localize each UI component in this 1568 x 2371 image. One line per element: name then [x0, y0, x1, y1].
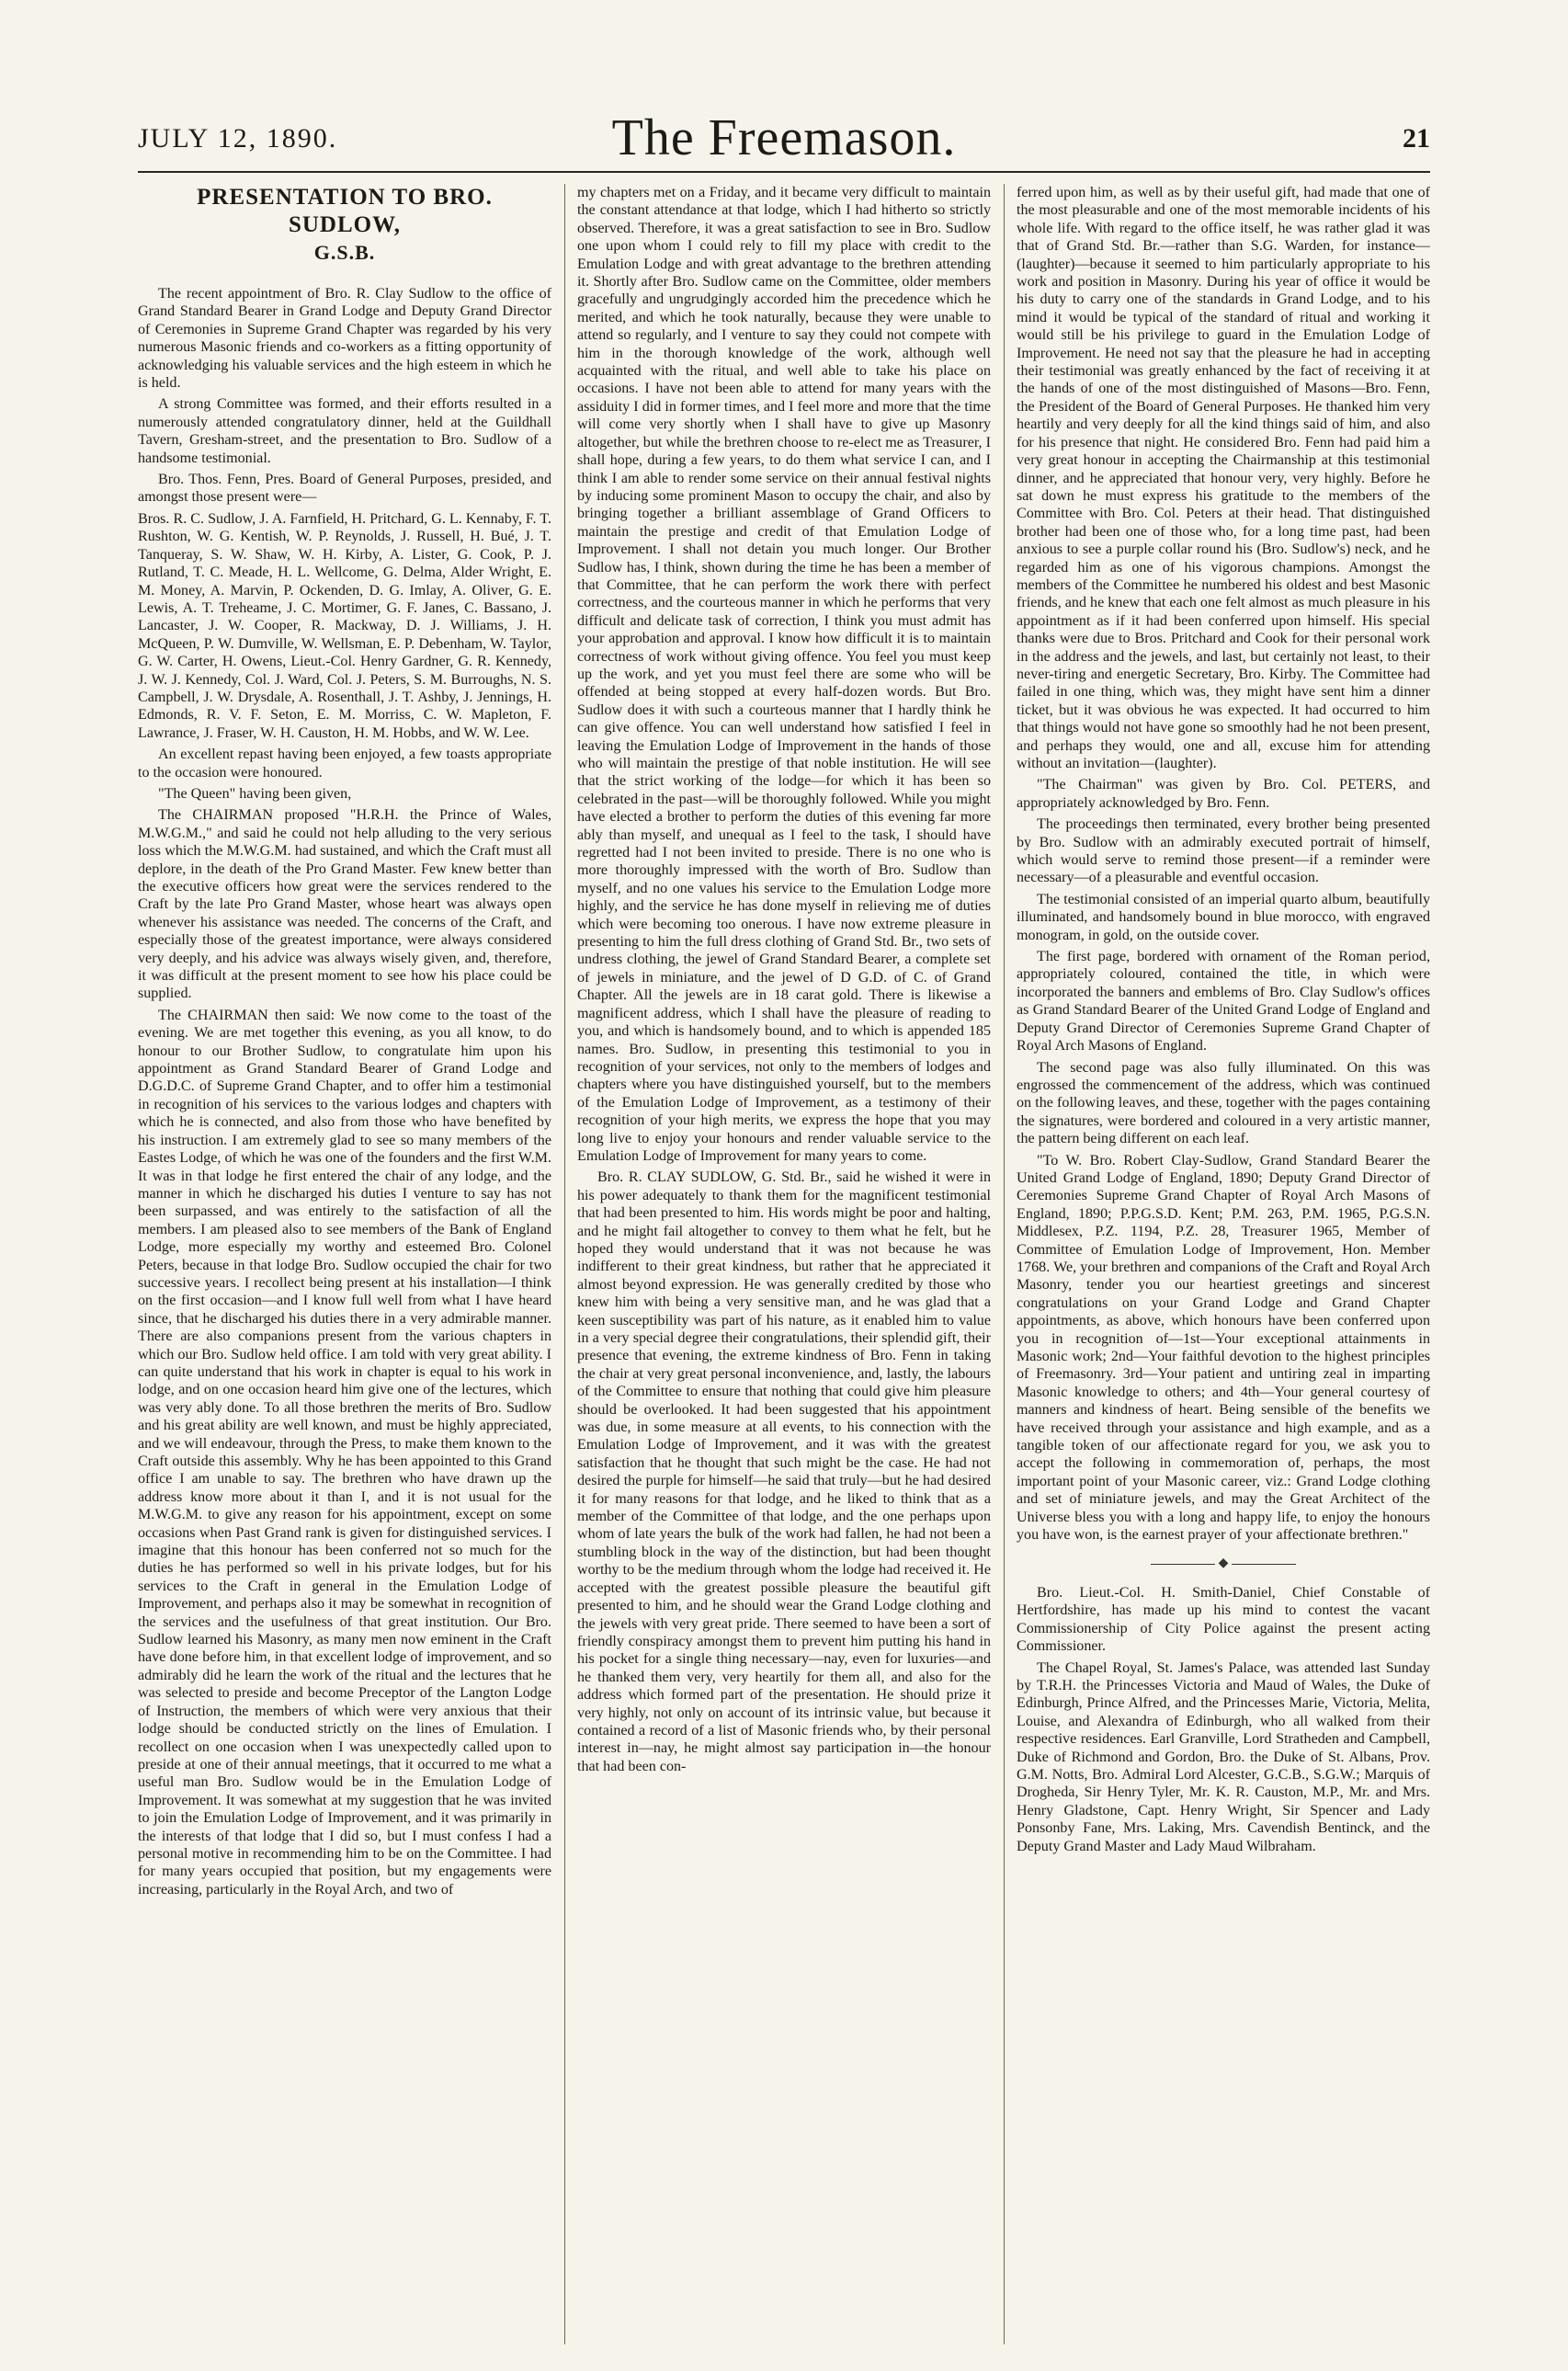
- paragraph: The CHAIRMAN proposed "H.R.H. the Prince of Wales, M.W.G.M.," and said he could not help alluding to the very serious loss which the M.W.G.M. had sustained, and which the Craft must all deplore, in the death of the Pro Grand Master. Few knew better than the executive officers how great were the services rendered to the Craft by the late Pro Grand Master, whose heart was always open whenever his assistance was needed. The concerns of the Craft, and especially those of the greatest importance, were always considered very deeply, and his advice was always wisely given, and, therefore, it was difficult at the present moment to see how his place could be supplied.: [138, 807, 551, 1002]
- column-2: [577, 184, 991, 2344]
- paragraph: Bro. Thos. Fenn, Pres. Board of General Purposes, presided, and amongst those present were—: [138, 472, 551, 506]
- attendee-list: Bros. R. C. Sudlow, J. A. Farnfield, H. Pritchard, G. L. Kennaby, F. T. Rushton, W. G. Kentish, W. P. Reynolds, J. Russell, H. Bué, J. T. Tanqueray, S. W. Shaw, W. H. Kirby, A. Lister, G. Cook, P. J. Rutland, T. C. Meade, H. L. Wellcome, G. Delma, Alder Wright, E. M. Money, A. Marvin, P. Ockenden, D. G. Imlay, A. Oliver, G. E. Lewis, A. T. Treheame, J. C. Mortimer, G. F. Janes, C. Bassano, J. Lancaster, J. W. Cooper, R. Mackway, D. J. Williams, J. H. McQueen, P. W. Dumville, W. Wellsman, E. P. Debenham, W. Taylor, G. W. Carter, H. Owens, Lieut.-Col. Henry Gardner, G. R. Kennedy, J. W. J. Kennedy, Col. J. Ward, Col. J. Peters, S. M. Burroughs, N. S. Campbell, J. W. Drysdale, A. Rosenthall, J. T. Ashby, J. Jennings, H. Edmonds, R. V. F. Seton, E. M. Morriss, C. W. Mapleton, F. Lawrance, J. Fraser, W. H. Causton, H. M. Hobbs, and W. W. Lee.: [138, 510, 551, 741]
- paragraph: The CHAIRMAN then said: We now come to the toast of the evening. We are met together this evening, as you all know, to do honour to our Brother Sudlow, to congratulate him upon his appointment as Grand Standard Bearer of Grand Lodge and D.G.D.C. of Supreme Grand Chapter, and to offer him a testimonial in recognition of his services to the various lodges and chapters with which he is connected, and also from those who have benefited by his instruction. I am extremely glad to see so many members of the Eastes Lodge, of which he was one of the founders and the first W.M. It was in that lodge he first entered the chair of any lodge, and the manner in which he discharged his duties I venture to say has not been surpassed, and was entirely to the satisfaction of all the members. I am pleased also to see members of the Bank of England Lodge, more especially my worthy and esteemed Bro. Colonel Peters, because in that lodge Bro. Sudlow occupied the chair for two successive years. I recollect being present at his installation—I think on the first occasion—and I know full well from what I have heard since, that he discharged his duties there in a very admirable manner. There are also companions present from the various chapters in which our Bro. Sudlow held office. I am told with very great ability. I can quite understand that his work in chapter is equal to his work in lodge, and on one occasion heard him give one of the lectures, which was very ably done. To all those brethren the merits of Bro. Sudlow and his great ability are well known, and must be highly appreciated, and we will endeavour, through the Press, to make them known to the Craft outside this assembly. Why he has been appointed to this Grand office I am unable to say. The brethren who have drawn up the address know more about it than I, and it is not usual for the M.W.G.M. to give any reason for his appointment, except on some occasions when Past Grand rank is given for distinguished services. I imagine that this honour has been conferred not so much for the duties he has performed so well in his private lodges, but for his services to the Craft in general in the Emulation Lodge of Improvement, and perhaps also it may be somewhat in recognition of the services and the usefulness of that great institution. Our Bro. Sudlow learned his Masonry, as many men now eminent in the Craft have done before him, in that excellent lodge of improvement, and so admirably did he learn the work of the ritual and the lectures that he was selected to preside and become Preceptor of the Langton Lodge of Instruction, the members of which were very anxious that their lodge should be conducted strictly on the lines of Emulation. I recollect on one occasion when I was unexpectedly called upon to preside at one of their annual meetings, that it occurred to me what a useful man Bro. Sudlow would be in the Emulation Lodge of Improvement. It was somewhat at my suggestion that he was invited to join the Emulation Lodge of Improvement, and it was primarily in the interests of that lodge that I did so, but I must confess I had a personal motive in recommending him to be on the Committee. I had for many years occupied that position, but my engagements were increasing, particularly in the Royal Arch, and two of: [138, 1007, 551, 1898]
- paragraph: "The Queen" having been given,: [158, 785, 352, 802]
- section-divider: ◆: [1017, 1555, 1430, 1572]
- masthead-rule: [138, 171, 1430, 173]
- paragraph: The proceedings then terminated, every brother being presented by Bro. Sudlow with an admirably executed portrait of himself, which would serve to remind those present—if a reminder were necessary—of a pleasurable and eventful occasion.: [1017, 816, 1430, 886]
- paragraph: "The Chairman" was given by Bro. Col. PETERS, and appropriately acknowledged by Bro. Fenn.: [1017, 777, 1430, 811]
- article-subheading: G.S.B.: [313, 241, 376, 264]
- column-divider: [1004, 184, 1005, 2344]
- paragraph: An excellent repast having been enjoyed, a few toasts appropriate to the occasion were honoured.: [138, 747, 551, 781]
- paragraph: The testimonial consisted of an imperial quarto album, beautifully illuminated, and handsomely bound in blue morocco, with engraved monogram, in gold, on the outside cover.: [1017, 891, 1430, 943]
- paragraph: Bro. R. CLAY SUDLOW, G. Std. Br., said he wished it were in his power adequately to thank them for the magnificent testimonial that had been presented to him. His words might be poor and halting, and he might fail altogether to convey to them what he felt, but he hoped they would understand that it was not because he was indifferent to their great kindness, but rather that he appreciated it almost beyond expression. He was generally credited by those who knew him with being a very sensitive man, and he was glad that a keen susceptibility was part of his nature, as it enabled him to value in a very special degree their congratulations, their splendid gift, their presence that evening, the extreme kindness of Bro. Fenn in taking the chair at very great personal inconvenience, and, lastly, the labours of the Committee to ensure that nothing that could give him pleasure should be overlooked. It had been suggested that his appointment was due, in some measure at all events, to his connection with the Emulation Lodge of Improvement, and it was with the greatest satisfaction that he thought that such might be the case. He had not desired the purple for himself—he said that truly—but he had desired it for many reasons for that lodge, and he liked to think that as a member of the Committee of that lodge, and the one perhaps upon whom of late years the bulk of the work had fallen, he had not been a stumbling block in the way of the distinction, but had been thought worthy to be the medium through whom the lodge had received it. He accepted with the greatest possible pleasure the beautiful gift presented to him, and he should wear the Grand Lodge clothing and the jewels with very great pride. There seemed to have been a sort of friendly conspiracy amongst them to prevent him putting his hand in his pocket for a single thing necessary—nay, even for luxuries—and he thanked them very, very heartily for them all, and also for the address which formed part of the presentation. He should prize it very highly, not only on account of its intrinsic value, but because it contained a record of a list of Masonic friends who, by their personal interest in—nay, he might almost say participation in—the honour that had been con-: [577, 1169, 991, 1774]
- masthead: [138, 110, 1430, 177]
- article-heading: PRESENTATION TO BRO. SUDLOW,: [197, 185, 493, 237]
- paragraph: The Chapel Royal, St. James's Palace, was attended last Sunday by T.R.H. the Princesses Victoria and Maud of Wales, the Duke of Edinburgh, Prince Alfred, and the Princesses Marie, Victoria, Melita, Louise, and Alexandra of Edinburgh, who all walked from their respective residences. Earl Granville, Lord Stratheden and Campbell, Duke of Richmond and Gordon, Bro. the Duke of St. Albans, Prov. G.M. Notts, Bro. Admiral Lord Alcester, G.C.B., S.G.W.; Marquis of Drogheda, Sir Henry Tyler, Mr. K. R. Causton, M.P., Mr. and Mrs. Henry Gladstone, Capt. Henry Wright, Sir Spencer and Lady Ponsonby Fane, Mrs. Laking, Mrs. Cavendish Bentinck, and the Deputy Grand Master and Lady Maud Wilbraham.: [1017, 1659, 1430, 1854]
- paragraph: The recent appointment of Bro. R. Clay Sudlow to the office of Grand Standard Bearer in Grand Lodge and Deputy Grand Director of Ceremonies in Supreme Grand Chapter was regarded by his very numerous Masonic friends and co-workers as a fitting opportunity of acknowledging his valuable services and the high esteem in which he is held.: [138, 286, 551, 392]
- paragraph: "To W. Bro. Robert Clay-Sudlow, Grand Standard Bearer the United Grand Lodge of England, 1890; Deputy Grand Director of Ceremonies Supreme Grand Chapter of Royal Arch Masons of England, 1890; P.P.G.S.D. Kent; P.M. 263, P.M. 1965, P.G.S.N. Middlesex, P.Z. 1194, P.Z. 28, Treasurer 1965, Member of Committee of Emulation Lodge of Improvement, Hon. Member 1768. We, your brethren and companions of the Craft and Royal Arch Masonry, tender you our heartiest greetings and sincerest congratulations on your Grand Lodge and Grand Chapter appointments, as above, which honours have been conferred upon you in recognition of—1st—Your exceptional attainments in Masonic work; 2nd—Your faithful devotion to the highest principles of Freemasonry. 3rd—Your patient and untiring zeal in imparting Masonic knowledge to others; and 4th—Your general courtesy of manners and kindness of heart. Being sensible of the benefits we have received through your assistance and high example, and as a tangible token of our affectionate regard for you, we ask you to accept the following in commemoration of, perhaps, the most important point of your Masonic career, viz.: Grand Lodge clothing and set of miniature jewels, and may the Great Architect of the Universe bless you with a long and happy life, to enjoy the honours you have won, is the earnest prayer of your affectionate brethren.": [1017, 1152, 1430, 1544]
- page-number: 21: [1403, 123, 1430, 154]
- paragraph: The first page, bordered with ornament of the Roman period, appropriately coloured, contained the title, in which were incorporated the banners and emblems of Bro. Clay Sudlow's offices as Grand Standard Bearer of the United Grand Lodge of England and Deputy Grand Director of Ceremonies Supreme Grand Chapter of Royal Arch Masons of England.: [1017, 949, 1430, 1054]
- issue-date: JULY 12, 1890.: [138, 123, 338, 154]
- paragraph: The second page was also fully illuminated. On this was engrossed the commencement of the address, which was continued on the following leaves, and these, together with the pages containing the signatures, were bordered and coloured in a very artistic manner, the pattern being different on each leaf.: [1017, 1059, 1430, 1147]
- paragraph: A strong Committee was formed, and their efforts resulted in a numerously attended congratulatory dinner, held at the Guildhall Tavern, Gresham-street, and the presentation to Bro. Sudlow of a handsome testimonial.: [138, 396, 551, 466]
- paragraph: ferred upon him, as well as by their useful gift, had made that one of the most pleasurable and one of the most memorable incidents of his whole life. With regard to the office itself, he was rather glad it was that of Grand Std. Br.—rather than S.G. Warden, for instance—(laughter)—because it seemed to him particularly appropriate to his work and position in Masonry. During his year of office it would be his duty to carry one of the standards in Grand Lodge, and to his mind it would be typical of the standard of ritual and working it would still be his privilege to guard in the Emulation Lodge of Improvement. He need not say that the pleasure he had in accepting their testimonial was greatly enhanced by the fact of receiving it at the hands of one of the most distinguished of Masons—Bro. Fenn, the President of the Board of General Purposes. He thanked him very heartily and very deeply for all the kind things said of him, and also for his presence that night. He considered Bro. Fenn had paid him a very great honour in accepting the Chairmanship at this testimonial dinner, and he appreciated that honour very, very highly. Before he sat down he must express his gratitude to the members of the Committee with Bro. Col. Peters at their head. That distinguished brother had been one of those who, for a long time past, had been anxious to see a purple collar round his (Bro. Sudlow's) neck, and he regarded him as one of his vigorous champions. Amongst the members of the Committee he numbered his oldest and best Masonic friends, and he knew that each one felt almost as much pleasure in his appointment as if it had been conferred upon himself. His special thanks were due to Bros. Pritchard and Cook for their personal work in the address and the jewels, and last, but certainly not least, to their never-tiring and energetic Secretary, Bro. Kirby. The Committee had failed in one thing, which was, they might have sent him a dinner ticket, but it was obvious he was expected. It had occurred to him that things would not have gone so smoothly had he not been present, and perhaps they would, one and all, excuse him for attending without an invitation—(laughter).: [1017, 185, 1430, 771]
- column-1: [138, 184, 551, 2344]
- paragraph: Bro. Lieut.-Col. H. Smith-Daniel, Chief Constable of Hertfordshire, has made up his mind to contest the vacant Commissionership of City Police against the present acting Commissioner.: [1017, 1584, 1430, 1655]
- paragraph: my chapters met on a Friday, and it became very difficult to maintain the constant attendance at that lodge, which I had hitherto so strictly observed. Therefore, it was a great satisfaction to see in Bro. Sudlow one upon whom I could rely to fill my place with credit to the Emulation Lodge and with great advantage to the brethren attending it. Shortly after Bro. Sudlow came on the Committee, older members gracefully and ungrudgingly accorded him the precedence which he merited, and which he took naturally, because they were unable to attend so regularly, and I venture to say they could not compete with him in the thorough knowledge of the work, although well acquainted with the ritual, and well able to take his place on occasions. I have not been able to attend for many years with the assiduity I did in former times, and I feel more and more that the time will come very shortly when I shall have to give up Masonry altogether, but while the brethren choose to re-elect me as Treasurer, I shall hope, during a few years, to do them what service I can, and I think I am able to render some service on their annual festival nights by inducing some prominent Mason to occupy the chair, and also by bringing together a brilliant assemblage of Grand Officers to maintain the prestige and credit of that Emulation Lodge of Improvement. I shall not detain you much longer. Our Brother Sudlow has, I think, shown during the time he has been a member of that Committee, that he can perform the work there with perfect correctness, and the courteous manner in which he performs that very difficult and delicate task of correction, I think you must admit has your approbation and approval. I know how difficult it is to maintain correctness of work without giving offence. You feel you must keep up the work, and yet you must feel there are some who will be offended at being stopped at every half-dozen words. But Bro. Sudlow does it with such a courteous manner that I hardly think he can give offence. You can well understand how satisfied I feel in leaving the Emulation Lodge of Improvement in the hands of those who will maintain the prestige of that noble institution. He will see that the strict working of the lodge—for which it has been so celebrated in the past—will be thoroughly followed. While you might have elected a brother to perform the duties of this evening far more ably than myself, and unequal as I feel to the task, I should have regretted had I not been invited to preside. There is no one who is more thoroughly impressed with the worth of Bro. Sudlow than myself, and no one values his service to the Emulation Lodge more highly, and the service he has done myself in relieving me of duties which were becoming too onerous. I have now extreme pleasure in presenting to him the full dress clothing of Grand Std. Br., two sets of undress clothing, the jewel of Grand Standard Bearer, a complete set of jewels in miniature, and the jewel of D G.D. of C. of Grand Chapter. All the jewels are in 18 carat gold. There is likewise a magnificent address, which I shall have the pleasure of reading to you, and which is handsomely bound, and to which is appended 185 names. Bro. Sudlow, in presenting this testimonial to you in recognition of your services, not only to the members of lodges and chapters where you have distinguished yourself, but to the members of the Emulation Lodge of Improvement, as a testimony of their recognition of your high merits, we express the hope that you may long live to enjoy your honours and render valuable service to the Emulation Lodge of Improvement for many years to come.: [577, 185, 991, 1164]
- newspaper-title: The Freemason.: [611, 109, 957, 166]
- column-divider: [564, 184, 565, 2344]
- column-3: [1017, 184, 1430, 2344]
